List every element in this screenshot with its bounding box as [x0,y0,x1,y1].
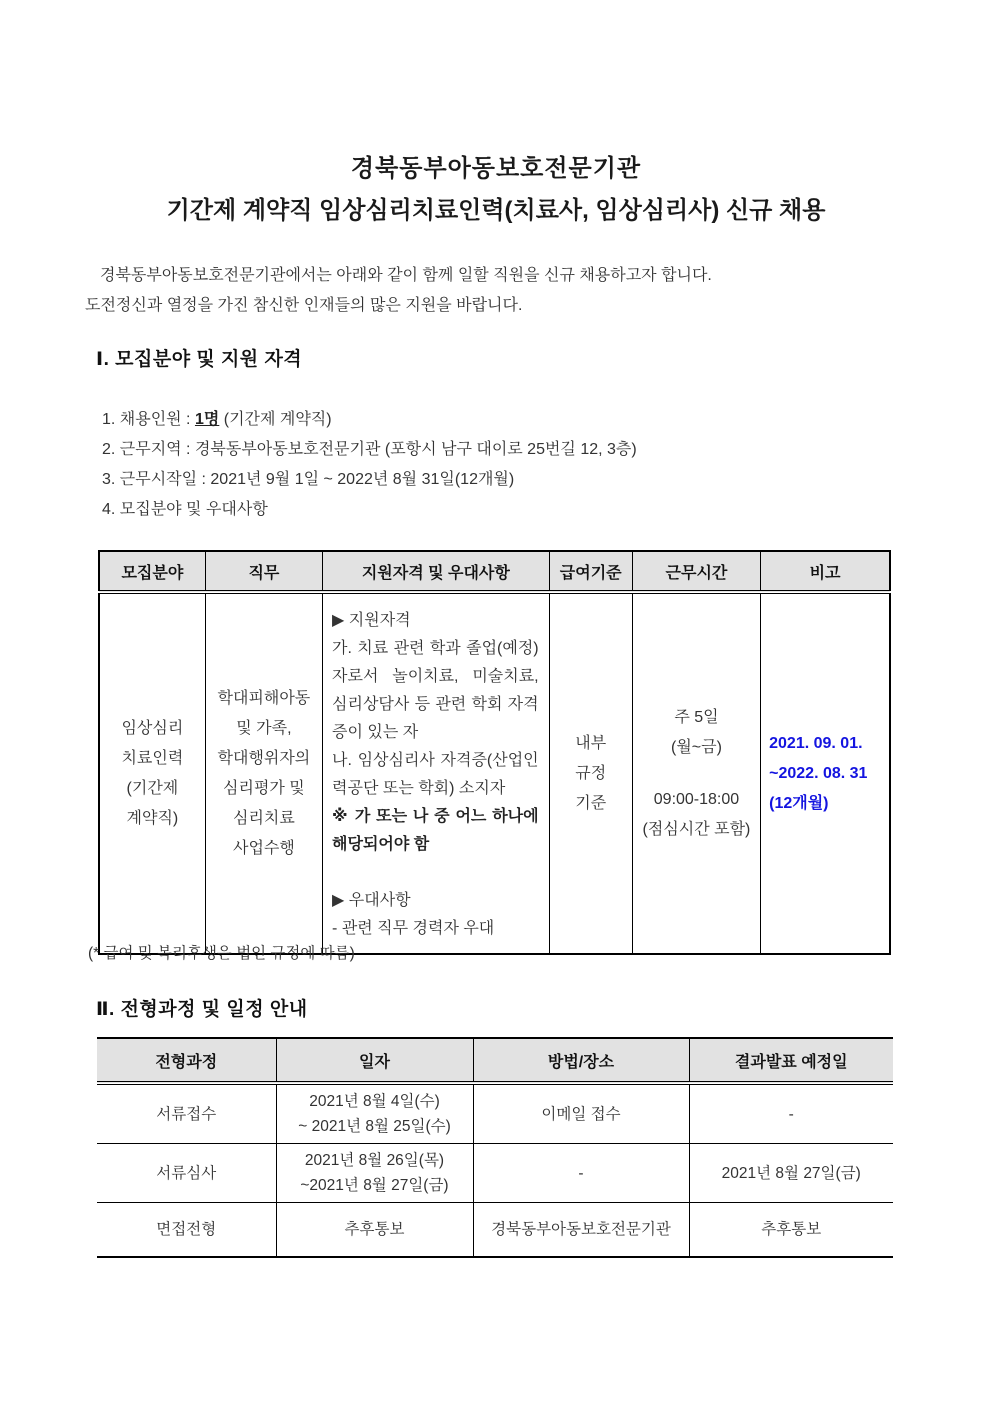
cell-result: 2021년 8월 27일(금) [689,1144,893,1203]
qualification-header: ▶ 지원자격 [332,612,411,629]
schedule-row-document-review [97,1144,893,1203]
cell-process: 면접전형 [97,1203,276,1258]
title-line-2: 기간제 계약직 임상심리치료인력(치료사, 임상심리사) 신규 채용 [166,197,826,224]
cell-category [99,592,205,954]
title-line-1: 경북동부아동보호전문기관 [350,155,642,182]
salary-line: 기준 [575,794,607,812]
list-item-headcount [102,405,922,435]
hours-line: (점심시간 포함) [642,820,751,838]
cell-process: 서류심사 [97,1144,276,1203]
section-1-heading: Ⅰ. 모집분야 및 지원 자격 [96,349,303,370]
intro-paragraph [85,261,915,321]
list-item-headcount-suffix: (기간제 계약직) [219,411,332,428]
cell-date [276,1083,473,1144]
qualification-item-b: 나. 임상심리사 자격증(산업인력공단 또는 학회) 소지자 [332,752,539,797]
cell-date [276,1144,473,1203]
duty-line: 학대행위자의 [217,749,311,767]
cell-salary-basis [549,592,632,954]
col-header-salary: 급여기준 [549,551,632,592]
salary-footnote: (* 급여 및 복리후생은 법인 규정에 따름) [88,945,355,962]
schedule-table [97,1037,893,1258]
cell-result: 추후통보 [689,1203,893,1258]
hours-line: (월~금) [671,738,722,756]
preference-header: ▶ 우대사항 [332,892,411,909]
category-line: 임상심리 [121,719,184,737]
col-header-duty: 직무 [205,551,322,592]
cell-result: - [689,1083,893,1144]
recruit-table [98,550,891,955]
cell-work-hours [632,592,760,954]
section-2-heading: Ⅱ. 전형과정 및 일정 안내 [96,999,308,1020]
list-item-start-date: 3. 근무시작일 : 2021년 9월 1일 ~ 2022년 8월 31일(12개월) [102,471,515,488]
headcount-highlight: 1명 [194,411,220,428]
remark-line: ~2022. 08. 31 [769,764,868,782]
remark-line: (12개월) [769,794,829,812]
salary-line: 내부 [575,734,607,752]
category-line: 치료인력 [121,749,184,767]
hours-line: 주 5일 [674,708,719,726]
col-header-method: 방법/장소 [473,1038,689,1083]
cell-method: 이메일 접수 [473,1083,689,1144]
cell-method: 경북동부아동보호전문기관 [473,1203,689,1258]
schedule-table-header-row [97,1038,893,1083]
spacer [633,763,760,785]
preference-item: - 관련 직무 경력자 우대 [332,920,495,937]
list-item-headcount-prefix: 1. 채용인원 : [102,411,195,428]
hours-line: 09:00-18:00 [653,790,740,808]
schedule-row-interview [97,1203,893,1258]
date-line: ~ 2021년 8월 25일(수) [298,1118,451,1135]
recruitment-info-list [102,405,922,525]
remark-line: 2021. 09. 01. [769,734,863,752]
list-item-field: 4. 모집분야 및 우대사항 [102,501,268,518]
cell-date: 추후통보 [276,1203,473,1258]
salary-line: 규정 [575,764,607,782]
col-header-date: 일자 [276,1038,473,1083]
qualification-item-a: 가. 치료 관련 학과 졸업(예정)자로서 놀이치료, 미술치료, 심리상담사 등 관련 학회 자격증이 있는 자 [332,640,539,741]
date-line: ~2021년 8월 27일(금) [300,1177,449,1194]
date-line: 2021년 8월 4일(수) [309,1093,440,1110]
duty-line: 심리치료 [232,809,295,827]
recruit-table-body-row [99,592,890,954]
category-line: (기간제 [126,779,179,797]
duty-line: 사업수행 [232,839,295,857]
list-item-location: 2. 근무지역 : 경북동부아동보호전문기관 (포항시 남구 대이로 25번길 12, 3층) [102,441,637,458]
cell-process: 서류접수 [97,1083,276,1144]
cell-remarks [761,592,890,954]
col-header-category: 모집분야 [99,551,205,592]
document-title [0,154,992,226]
col-header-hours: 근무시간 [632,551,760,592]
cell-qualifications [323,592,550,954]
duty-line: 심리평가 및 [223,779,305,797]
duty-line: 및 가족, [236,719,292,737]
qualification-note: ※ 가 또는 나 중 어느 하나에 해당되어야 함 [332,808,539,853]
category-line: 계약직) [126,809,179,827]
duty-line: 학대피해아동 [217,689,311,707]
cell-duty [205,592,322,954]
intro-line-1: 경북동부아동보호전문기관에서는 아래와 같이 함께 일할 직원을 신규 채용하고자 합니다. [100,267,712,284]
col-header-qualifications: 지원자격 및 우대사항 [323,551,550,592]
intro-line-2: 도전정신과 열정을 가진 참신한 인재들의 많은 지원을 바랍니다. [85,297,523,314]
col-header-remarks: 비고 [761,551,890,592]
col-header-process: 전형과정 [97,1038,276,1083]
date-line: 2021년 8월 26일(목) [304,1152,445,1169]
col-header-result-date: 결과발표 예정일 [689,1038,893,1083]
recruit-table-header-row [99,551,890,592]
cell-method: - [473,1144,689,1203]
schedule-row-document-submission [97,1083,893,1144]
